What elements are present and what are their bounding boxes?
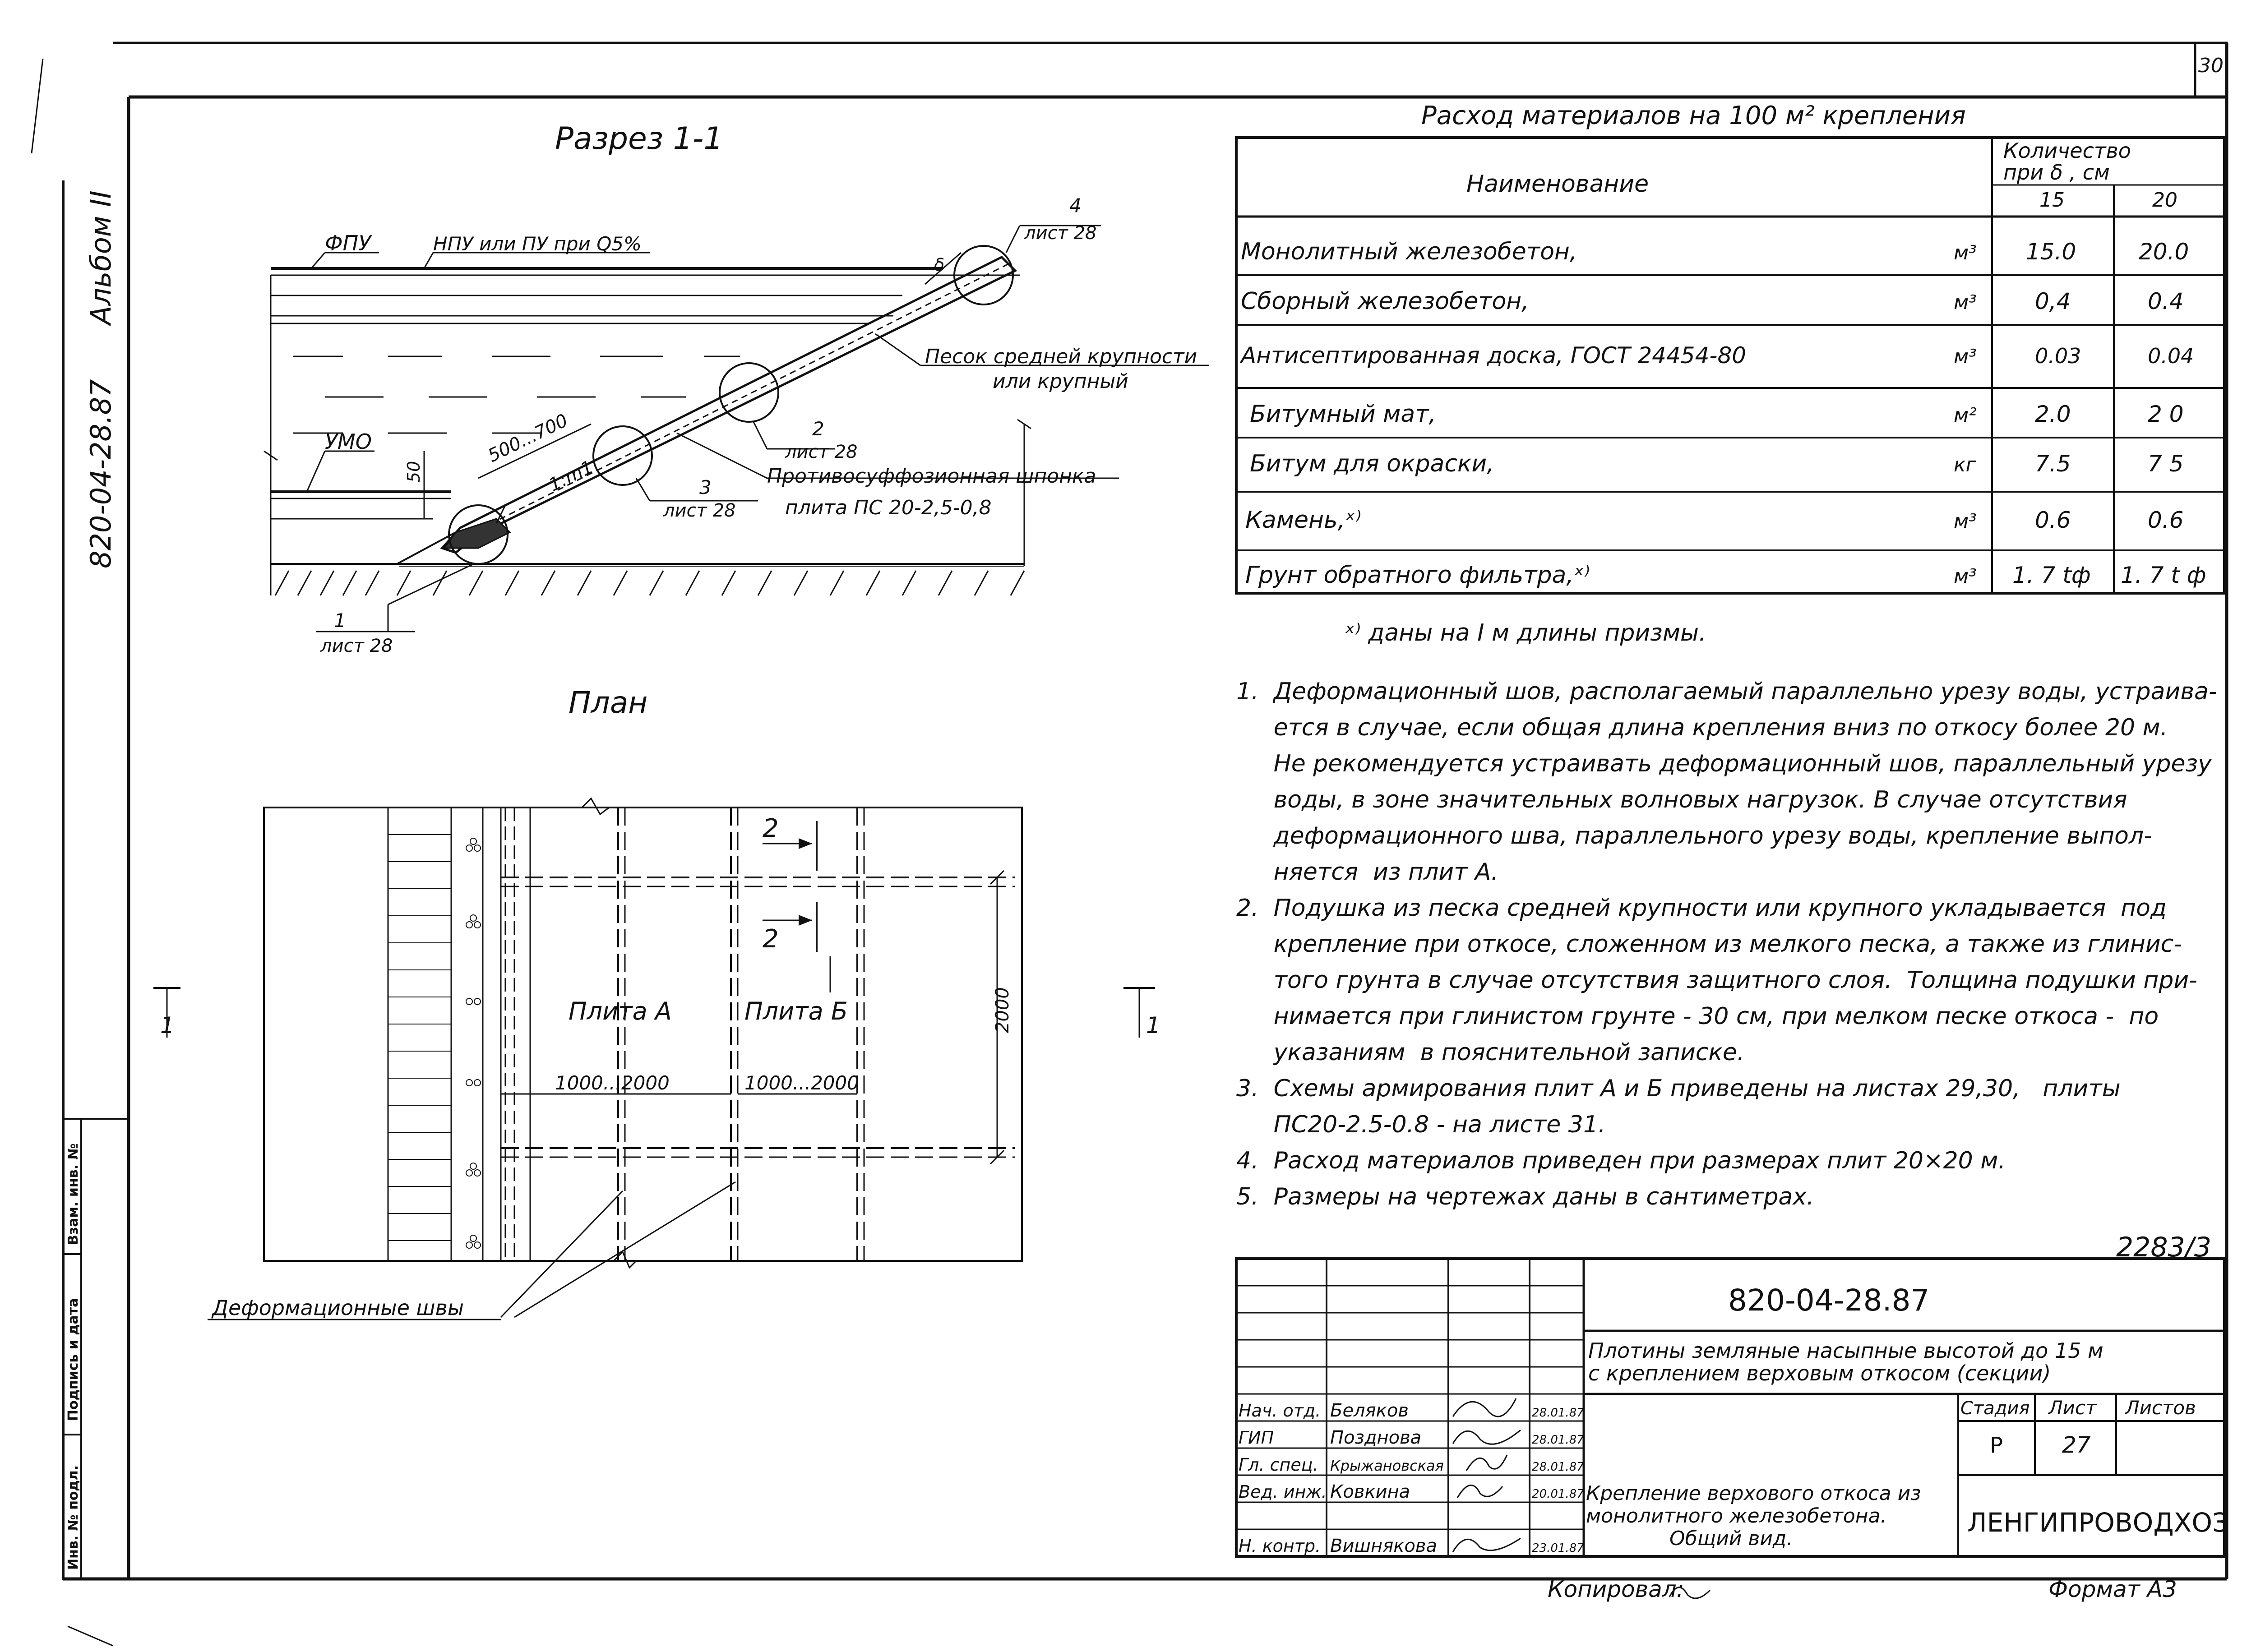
signer-date: 28.01.87 xyxy=(1532,1433,1584,1447)
drawing-line-1: Крепление верхового откоса из xyxy=(1586,1482,1921,1505)
signer-row xyxy=(1239,1427,1584,1448)
signer-role: Вед. инж. xyxy=(1239,1482,1327,1502)
col-20-header: 20 xyxy=(2152,189,2177,212)
table-row xyxy=(1245,562,2206,589)
header-qty-2: при δ , см xyxy=(2003,160,2110,185)
callout-2-sheet: лист 28 xyxy=(785,442,858,462)
signer-row xyxy=(1239,1481,1584,1502)
row-unit: кг xyxy=(1954,453,1976,476)
signer-name: Вишнякова xyxy=(1330,1536,1437,1556)
signer-name: Беляков xyxy=(1330,1400,1409,1421)
drawing-line-2: монолитного железобетона. xyxy=(1586,1504,1887,1527)
format-label: Формат А3 xyxy=(2048,1576,2177,1602)
callout-1-number: 1 xyxy=(334,609,346,632)
row-v20: 0.6 xyxy=(2148,507,2184,533)
row-unit: м³ xyxy=(1954,291,1977,314)
row-v20: 0.04 xyxy=(2148,344,2194,368)
signer-date: 28.01.87 xyxy=(1532,1406,1584,1420)
stage-label: Стадия xyxy=(1960,1398,2030,1419)
cut-2-top: 2 xyxy=(763,814,779,843)
row-v15: 15.0 xyxy=(2026,239,2076,265)
row-unit: м³ xyxy=(1954,510,1977,533)
signature xyxy=(1457,1485,1502,1498)
row-v15: 0,4 xyxy=(2035,288,2071,314)
table-row xyxy=(1241,288,2184,315)
row-name: Сборный железобетон, xyxy=(1241,288,1529,315)
signer-name: Крыжановская xyxy=(1330,1457,1444,1474)
album-label: Альбом II xyxy=(84,190,117,325)
cut-1-left: 1 xyxy=(160,1012,175,1038)
callout-4-number: 4 xyxy=(1069,194,1082,217)
row-v20: 1. 7 t ф xyxy=(2121,562,2206,588)
callout-3-number: 3 xyxy=(699,476,712,498)
row-unit: м² xyxy=(1954,404,1977,427)
sheet-value: 27 xyxy=(2062,1432,2091,1458)
row-v15: 2.0 xyxy=(2035,401,2071,427)
row-v20: 20.0 xyxy=(2139,239,2189,265)
plan-drawing xyxy=(153,798,1155,1320)
page-number: 30 xyxy=(2198,54,2224,77)
signature xyxy=(1453,1398,1516,1417)
note-line: крепление при откосе, сложенном из мелкого песка, а также из глинис- xyxy=(1236,931,2182,958)
signer-name: Ковкина xyxy=(1330,1481,1410,1502)
callout-1-sheet: лист 28 xyxy=(320,636,393,656)
row-name: Битумный мат, xyxy=(1250,401,1437,428)
signature xyxy=(1466,1455,1507,1471)
header-name: Наименование xyxy=(1466,171,1649,198)
materials-title: Расход материалов на 100 м² крепления xyxy=(1421,101,1966,130)
drawing-line-3: Общий вид. xyxy=(1669,1527,1793,1550)
note-line: ПС20-2.5-0.8 - на листе 31. xyxy=(1236,1111,1606,1138)
note-line: 2. Подушка из песка средней крупности или крупного укладывается под xyxy=(1236,895,2167,922)
sheet-label: Лист xyxy=(2048,1397,2097,1419)
row-v15: 0.6 xyxy=(2035,507,2071,533)
row-unit: м³ xyxy=(1954,565,1977,588)
signer-role: Н. контр. xyxy=(1239,1536,1321,1556)
row-name: Битум для окраски, xyxy=(1250,450,1494,477)
note-line: указаниям в пояснительной записке. xyxy=(1236,1039,1745,1066)
signer-row xyxy=(1239,1398,1584,1421)
callout-4-sheet: лист 28 xyxy=(1024,223,1097,244)
stamp-vzam-inv: Взам. инв. № xyxy=(65,1143,81,1245)
note-line: ется в случае, если общая длина крепления вниз по откосу более 20 м. xyxy=(1236,714,2168,741)
copied-label: Копировал: xyxy=(1548,1576,1684,1602)
note-line: 5. Размеры на чертежах даны в сантиметрах. xyxy=(1236,1183,1814,1210)
plate-b-label: Плита Б xyxy=(744,997,848,1025)
npu-label: НПУ или ПУ при Q5% xyxy=(433,233,642,255)
header-qty-1: Количество xyxy=(2003,138,2131,163)
stamp-signature-date: Подпись и дата xyxy=(65,1298,81,1421)
dim-2000: 2000 xyxy=(992,987,1013,1033)
project-line-2: с креплением верховым откосом (секции) xyxy=(1588,1361,2051,1385)
row-unit: м³ xyxy=(1954,241,1977,264)
plate-label: плита ПС 20-2,5-0,8 xyxy=(785,496,992,519)
note-line: няется из плит А. xyxy=(1236,858,1499,886)
signer-role: Нач. отд. xyxy=(1239,1401,1321,1421)
table-row xyxy=(1250,401,2184,428)
umo-label: УМО xyxy=(325,429,372,454)
section-title: Разрез 1-1 xyxy=(555,121,723,157)
signer-name: Позднова xyxy=(1330,1427,1422,1448)
slope-label: 1:m1 xyxy=(546,457,597,496)
shponka-label: Противосуффозионная шпонка xyxy=(767,465,1096,488)
table-row xyxy=(1241,238,2189,265)
row-v15: 1. 7 tф xyxy=(2012,562,2091,588)
row-v15: 0.03 xyxy=(2035,344,2081,368)
dim-plate-b: 1000...2000 xyxy=(744,1072,859,1094)
signer-date: 20.01.87 xyxy=(1532,1487,1584,1501)
section-drawing xyxy=(264,226,1209,632)
notes-block xyxy=(1236,678,2217,1210)
note-line: 4. Расход материалов приведен при размерах плит 20×20 м. xyxy=(1236,1147,2006,1174)
table-footnote: ˣ⁾ даны на I м длины призмы. xyxy=(1345,619,1706,646)
plate-a-label: Плита А xyxy=(569,997,672,1025)
plan-title: План xyxy=(569,685,648,720)
table-row xyxy=(1250,450,2184,477)
row-v15: 7.5 xyxy=(2035,451,2071,477)
dim-500-700: 500...700 xyxy=(485,410,571,466)
row-name: Грунт обратного фильтра,ˣ⁾ xyxy=(1245,562,1590,589)
organization: ЛЕНГИПРОВОДХОЗ xyxy=(1967,1507,2229,1538)
signer-date: 23.01.87 xyxy=(1532,1541,1584,1555)
inventory-mark: 2283/3 xyxy=(2116,1232,2212,1263)
sheets-label: Листов xyxy=(2125,1397,2196,1419)
note-line: 3. Схемы армирования плит А и Б приведены на листах 29,30, плиты xyxy=(1236,1075,2121,1102)
row-name: Антисептированная доска, ГОСТ 24454-80 xyxy=(1241,342,1747,369)
signer-date: 28.01.87 xyxy=(1532,1460,1584,1474)
table-row xyxy=(1245,507,2184,534)
cut-1-right: 1 xyxy=(1146,1012,1160,1038)
row-v20: 2 0 xyxy=(2148,401,2184,427)
col-15-header: 15 xyxy=(2039,189,2065,212)
stage-value: Р xyxy=(1990,1433,2003,1458)
signature xyxy=(1453,1538,1521,1552)
cut-2-bottom: 2 xyxy=(763,924,779,954)
note-line: того грунта в случае отсутствия защитного слоя. Толщина подушки при- xyxy=(1236,967,2197,994)
delta-label: δ xyxy=(934,255,945,275)
dim-50: 50 xyxy=(404,461,424,483)
signer-role: Гл. спец. xyxy=(1239,1455,1318,1475)
sand-label-2: или крупный xyxy=(993,370,1128,393)
note-line: Не рекомендуется устраивать деформационный шов, параллельный урезу xyxy=(1236,750,2212,777)
fpu-label: ФПУ xyxy=(325,231,371,255)
row-unit: м³ xyxy=(1954,345,1977,368)
signer-row xyxy=(1239,1455,1584,1475)
album-code: 820-04-28.87 xyxy=(84,379,117,568)
dim-plate-a: 1000...2000 xyxy=(555,1072,670,1094)
note-line: 1. Деформационный шов, располагаемый параллельно урезу воды, устраива- xyxy=(1236,678,2217,705)
row-name: Камень,ˣ⁾ xyxy=(1245,507,1362,534)
callout-3-sheet: лист 28 xyxy=(663,500,736,521)
table-row xyxy=(1239,342,2194,369)
sand-label-1: Песок средней крупности xyxy=(925,345,1197,368)
row-v20: 0.4 xyxy=(2148,288,2184,314)
signature xyxy=(1453,1430,1521,1444)
note-line: воды, в зоне значительных волновых нагрузок. В случае отсутствия xyxy=(1236,786,2127,813)
callout-2-number: 2 xyxy=(812,418,824,440)
joints-label: Деформационные швы xyxy=(212,1296,464,1320)
note-line: нимается при глинистом грунте - 30 см, при мелком песке откоса - по xyxy=(1236,1003,2159,1030)
stamp-inv-original: Инв. № подл. xyxy=(65,1465,81,1570)
project-line-1: Плотины земляные насыпные высотой до 15 м xyxy=(1588,1338,2103,1363)
row-name: Монолитный железобетон, xyxy=(1241,238,1577,265)
signer-role: ГИП xyxy=(1239,1428,1274,1448)
note-line: деформационного шва, параллельного урезу воды, крепление выпол- xyxy=(1236,822,2152,849)
signer-row xyxy=(1239,1536,1584,1556)
title-code: 820-04-28.87 xyxy=(1728,1283,1930,1318)
row-v20: 7 5 xyxy=(2148,451,2184,477)
